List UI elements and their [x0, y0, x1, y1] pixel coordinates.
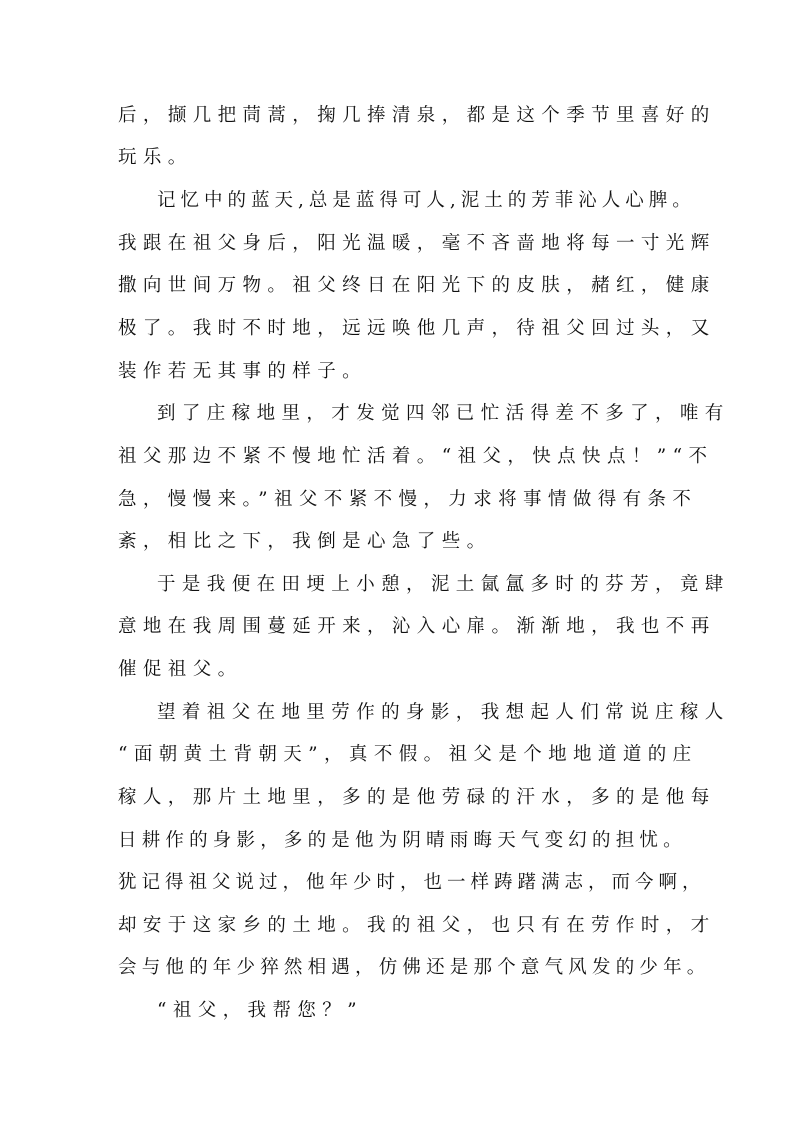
text-line: 玩乐。 — [118, 147, 193, 168]
text-line: 祖父那边不紧不慢地忙活着。“祖父，快点快点！”“不 — [118, 446, 714, 467]
text-line: 极了。我时不时地，远远唤他几声，待祖父回过头，又 — [118, 318, 716, 339]
text-line: 会与他的年少猝然相遇，仿佛还是那个意气风发的少年。 — [118, 957, 711, 978]
text-line: 装作若无其事的样子。 — [118, 361, 368, 382]
text-line: 稼人，那片土地里，多的是他劳碌的汗水，多的是他每 — [118, 787, 716, 808]
paragraph-line: “祖父，我帮您？” — [157, 1000, 364, 1021]
paragraph-line: 望着祖父在地里劳作的身影，我想起人们常说庄稼人 — [157, 702, 730, 723]
text-line: 我跟在祖父身后，阳光温暖，毫不吝啬地将每一寸光辉 — [118, 233, 716, 254]
text-line: 意地在我周围蔓延开来，沁入心扉。渐渐地，我也不再 — [118, 616, 716, 637]
text-line: 日耕作的身影，多的是他为阴晴雨晦天气变幻的担忧。 — [118, 830, 687, 851]
text-line: 催促祖父。 — [118, 659, 243, 680]
text-line: 后，撷几把茼蒿，掬几捧清泉，都是这个季节里喜好的 — [118, 105, 716, 126]
text-line: “面朝黄土背朝天”，真不假。祖父是个地地道道的庄 — [118, 744, 698, 765]
text-line: 急，慢慢来。”祖父不紧不慢，力求将事情做得有条不 — [118, 489, 698, 510]
text-line: 紊，相比之下，我倒是心急了些。 — [118, 531, 492, 552]
text-line: 撒向世间万物。祖父终日在阳光下的皮肤，赭红，健康 — [118, 275, 716, 296]
paragraph-line: 记忆中的蓝天,总是蓝得可人,泥土的芳菲沁人心脾。 — [157, 190, 696, 211]
paragraph-line: 于是我便在田埂上小憩，泥土氤氲多时的芬芳，竟肆 — [157, 574, 730, 595]
text-line: 却安于这家乡的土地。我的祖父，也只有在劳作时，才 — [118, 915, 716, 936]
text-line: 犹记得祖父说过，他年少时，也一样踌躇满志，而今啊， — [118, 872, 706, 893]
paragraph-line: 到了庄稼地里，才发觉四邻已忙活得差不多了，唯有 — [157, 403, 730, 424]
